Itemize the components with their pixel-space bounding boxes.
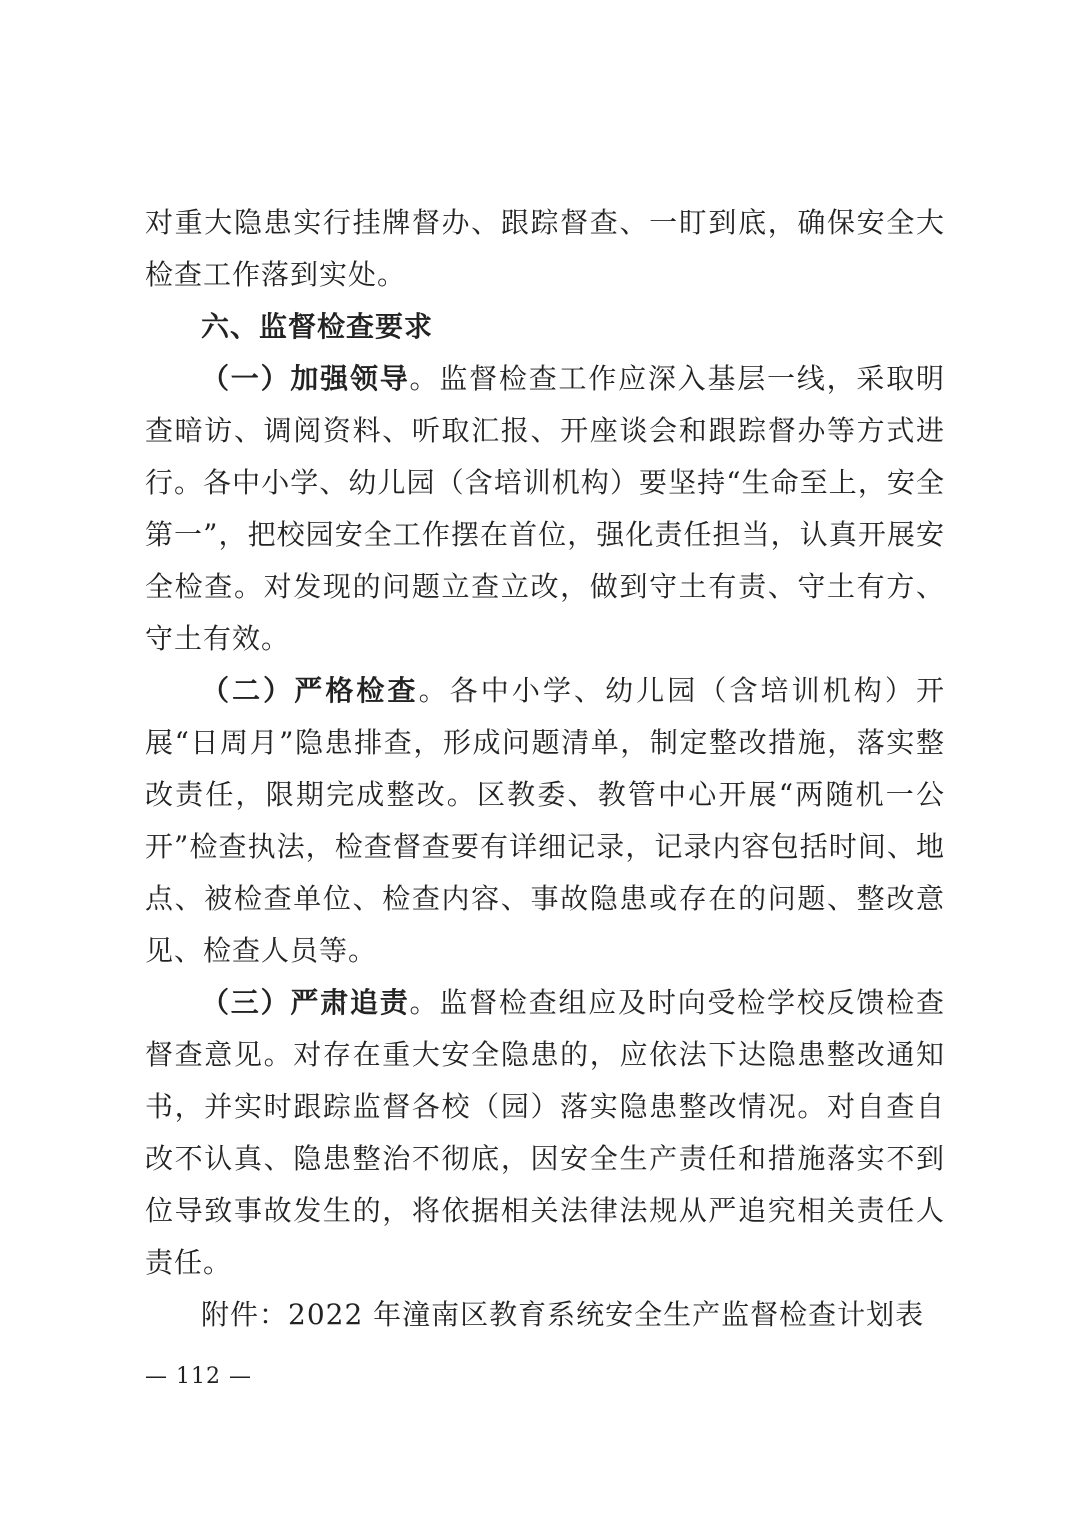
item-text-1: 。监督检查工作应深入基层一线，采取明查暗访、调阅资料、听取汇报、开座谈会和跟踪督办等方式进行。各中小学、幼儿园（含培训机构）要坚持“生命至上，安全第一”，把校园安全工作摆在首位，强化责任担当，认真开展安全检查。对发现的问题立查立改，做到守土有责、守土有方、守土有效。 — [145, 362, 945, 655]
page-number: — 112 — — [145, 1364, 252, 1389]
continuation-paragraph: 对重大隐患实行挂牌督办、跟踪督查、一盯到底，确保安全大检查工作落到实处。 — [145, 206, 945, 291]
item-text-3: 。监督检查组应及时向受检学校反馈检查督查意见。对存在重大安全隐患的，应依法下达隐患整改通知书，并实时跟踪监督各校（园）落实隐患整改情况。对自查自改不认真、隐患整治不彻底，因安全生产责任和措施落实不到位导致事故发生的，将依据相关法律法规从严追究相关责任人责任。 — [145, 986, 945, 1279]
item-lead-2: （二）严格检查 — [201, 674, 419, 707]
item-text-2: 。各中小学、幼儿园（含培训机构）开展“日周月”隐患排查，形成问题清单，制定整改措施，落实整改责任，限期完成整改。区教委、教管中心开展“两随机一公开”检查执法，检查督查要有详细记录，记录内容包括时间、地点、被检查单位、检查内容、事故隐患或存在的问题、整改意见、检查人员等。 — [145, 674, 945, 967]
item-paragraph-1 — [145, 353, 945, 665]
section-heading: 六、监督检查要求 — [201, 310, 434, 343]
item-paragraph-3 — [145, 977, 945, 1289]
document-body — [145, 197, 945, 1341]
item-paragraph-2 — [145, 665, 945, 977]
item-lead-3: （三）严肃追责 — [201, 986, 410, 1019]
item-lead-1: （一）加强领导 — [201, 362, 410, 395]
attachment-line: 附件：2022 年潼南区教育系统安全生产监督检查计划表 — [201, 1298, 925, 1331]
